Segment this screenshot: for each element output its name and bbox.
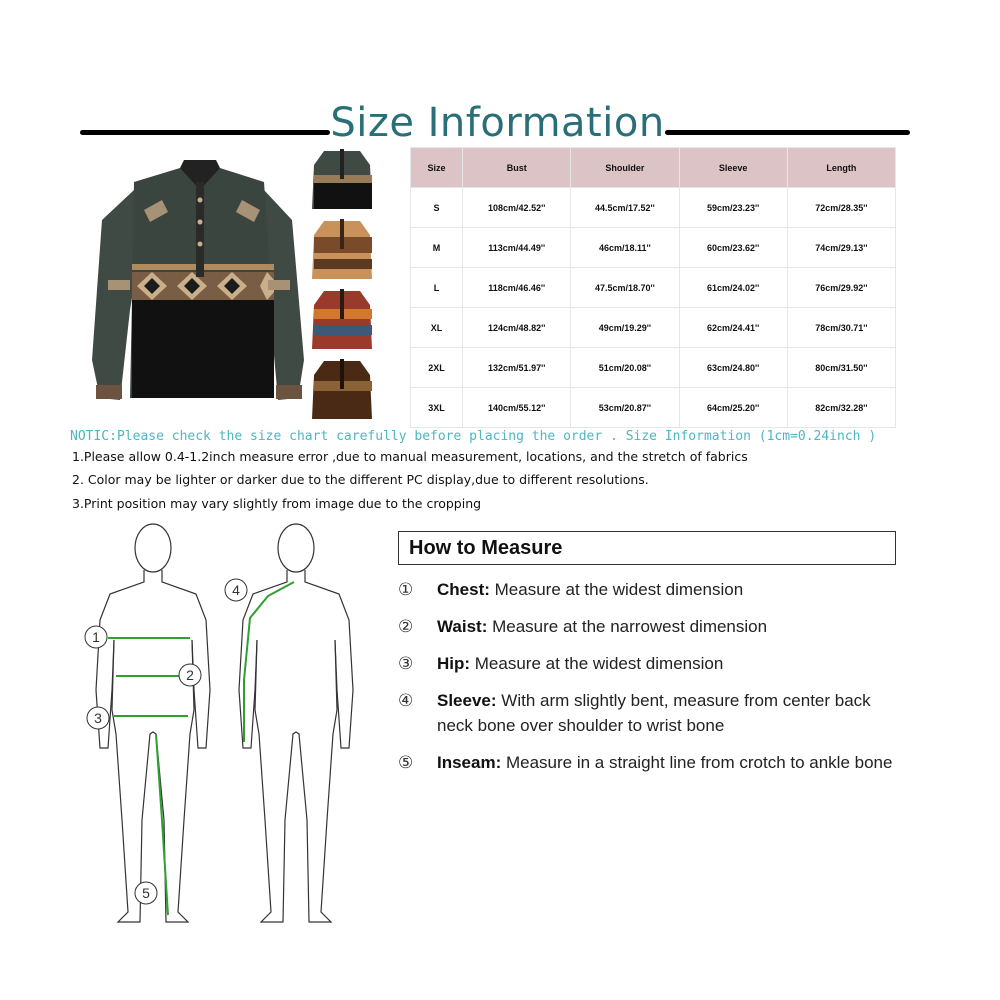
table-row xyxy=(411,268,896,308)
table-cell: 82cm/32.28'' xyxy=(787,388,895,428)
thumbnail-dark-brown[interactable] xyxy=(310,355,374,421)
front-body-outline xyxy=(96,524,210,922)
marker-label: 3 xyxy=(94,710,102,726)
table-cell: 47.5cm/18.70'' xyxy=(571,268,679,308)
table-cell: 72cm/28.35'' xyxy=(787,188,895,228)
measure-description: Measure at the narrowest dimension xyxy=(487,617,768,636)
measure-description: Measure at the widest dimension xyxy=(470,654,724,673)
table-cell: 44.5cm/17.52'' xyxy=(571,188,679,228)
table-header-cell: Length xyxy=(787,148,895,188)
table-cell: 46cm/18.11'' xyxy=(571,228,679,268)
measure-label: Waist: xyxy=(437,617,488,636)
how-to-measure-title: How to Measure xyxy=(409,537,563,559)
measure-number: ② xyxy=(398,617,414,636)
product-main-image xyxy=(92,160,307,405)
table-row xyxy=(411,388,896,428)
table-cell: S xyxy=(411,188,463,228)
table-cell: 78cm/30.71'' xyxy=(787,308,895,348)
table-cell: 140cm/55.12'' xyxy=(463,388,571,428)
table-cell: 53cm/20.87'' xyxy=(571,388,679,428)
table-row xyxy=(411,228,896,268)
measure-description: Measure at the widest dimension xyxy=(489,580,744,599)
table-cell: 59cm/23.23'' xyxy=(679,188,787,228)
measure-label: Inseam: xyxy=(437,753,502,772)
marker-label: 2 xyxy=(186,667,194,683)
measure-number: ③ xyxy=(398,654,414,673)
marker-label: 5 xyxy=(142,885,150,901)
table-row xyxy=(411,348,896,388)
table-cell: 64cm/25.20'' xyxy=(679,388,787,428)
thumbnail-tan-brown[interactable] xyxy=(310,215,374,281)
marker-label: 1 xyxy=(92,629,100,645)
measure-number: ① xyxy=(398,580,414,599)
table-cell: 2XL xyxy=(411,348,463,388)
table-cell: L xyxy=(411,268,463,308)
table-cell: 74cm/29.13'' xyxy=(787,228,895,268)
page-title: Size Information xyxy=(330,100,665,146)
back-body-outline xyxy=(239,524,353,922)
table-row xyxy=(411,188,896,228)
table-cell: 60cm/23.62'' xyxy=(679,228,787,268)
table-row xyxy=(411,308,896,348)
table-header-cell: Size xyxy=(411,148,463,188)
note-measure-error: 1.Please allow 0.4-1.2inch measure error ,due to manual measurement, locations, and the stretch of fabrics xyxy=(72,449,748,464)
note-print-position: 3.Print position may vary slightly from image due to the cropping xyxy=(72,496,482,511)
size-chart-table xyxy=(410,147,896,428)
how-to-measure-header xyxy=(398,531,896,565)
table-cell: 62cm/24.41'' xyxy=(679,308,787,348)
table-cell: 108cm/42.52'' xyxy=(463,188,571,228)
table-cell: 124cm/48.82'' xyxy=(463,308,571,348)
table-cell: 113cm/44.49'' xyxy=(463,228,571,268)
table-cell: 3XL xyxy=(411,388,463,428)
table-cell: 80cm/31.50'' xyxy=(787,348,895,388)
measure-description: Measure in a straight line from crotch to ankle bone xyxy=(501,753,893,772)
note-color: 2. Color may be lighter or darker due to the different PC display,due to different resolutions. xyxy=(72,472,649,487)
table-cell: 49cm/19.29'' xyxy=(571,308,679,348)
measure-label: Sleeve: xyxy=(437,691,497,710)
size-notice: NOTIC:Please check the size chart carefully before placing the order . Size Information (1cm=0.24inch ) xyxy=(70,429,877,444)
marker-label: 4 xyxy=(232,582,240,598)
measure-number: ⑤ xyxy=(398,753,414,772)
measure-label: Chest: xyxy=(437,580,490,599)
header-rule-right xyxy=(665,130,910,135)
table-cell: XL xyxy=(411,308,463,348)
measure-description: With arm slightly bent, measure from center back neck bone over shoulder to wrist bone xyxy=(437,691,871,735)
thumbnail-green-black[interactable] xyxy=(310,145,374,211)
table-header-cell: Sleeve xyxy=(679,148,787,188)
table-cell: 118cm/46.46'' xyxy=(463,268,571,308)
measure-label: Hip: xyxy=(437,654,471,673)
header-rule-left xyxy=(80,130,330,135)
table-header-row xyxy=(411,148,896,188)
table-header-cell: Bust xyxy=(463,148,571,188)
measure-number: ④ xyxy=(398,691,414,710)
table-cell: 61cm/24.02'' xyxy=(679,268,787,308)
table-cell: M xyxy=(411,228,463,268)
product-thumbnails xyxy=(310,145,376,425)
table-cell: 76cm/29.92'' xyxy=(787,268,895,308)
body-measurement-figures xyxy=(78,520,378,940)
thumbnail-red-orange[interactable] xyxy=(310,285,374,351)
table-cell: 132cm/51.97'' xyxy=(463,348,571,388)
table-cell: 51cm/20.08'' xyxy=(571,348,679,388)
table-cell: 63cm/24.80'' xyxy=(679,348,787,388)
table-header-cell: Shoulder xyxy=(571,148,679,188)
